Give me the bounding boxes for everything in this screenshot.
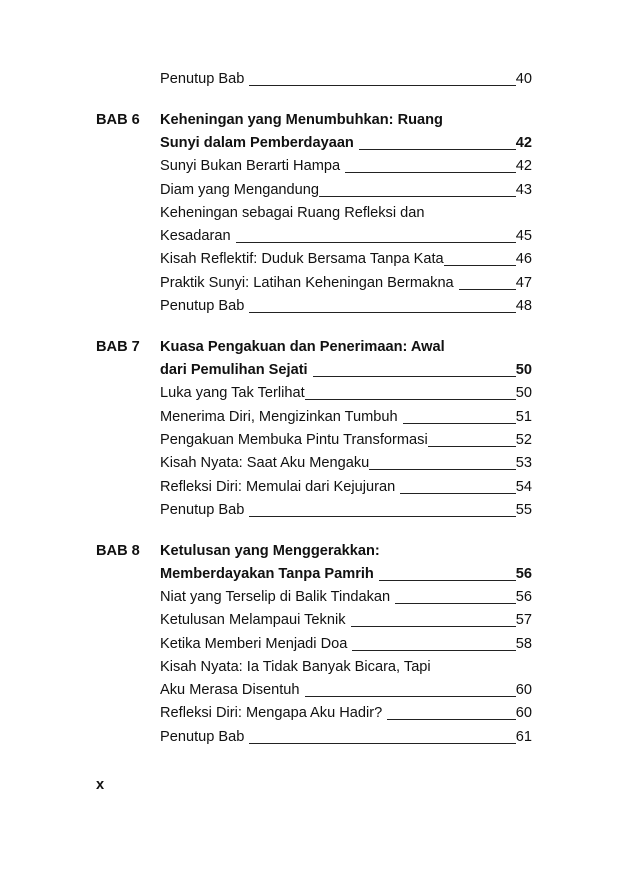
leader-line [359, 148, 516, 150]
toc-entry[interactable]: Niat yang Terselip di Balik Tindakan 56 [160, 589, 532, 605]
page-number: x [96, 777, 105, 793]
leader-line [249, 742, 515, 744]
leader-line [459, 288, 516, 290]
leader-line [319, 195, 516, 197]
toc-entry-line1[interactable]: Kisah Nyata: Ia Tidak Banyak Bicara, Tapi [160, 659, 431, 675]
toc-entry[interactable] [160, 68, 532, 91]
leader-line [403, 422, 516, 424]
leader-line [345, 171, 516, 173]
toc-entry[interactable]: Menerima Diri, Mengizinkan Tumbuh 51 [160, 409, 532, 425]
toc-entry[interactable]: Praktik Sunyi: Latihan Keheningan Bermakna 47 [160, 275, 532, 291]
toc-entry[interactable]: Penutup Bab 55 [160, 502, 532, 518]
chapter-label: BAB 8 [96, 543, 140, 559]
toc-entry[interactable]: Penutup Bab 48 [160, 298, 532, 314]
leader-line [249, 311, 515, 313]
toc-entry-line1[interactable]: Keheningan sebagai Ruang Refleksi dan [160, 205, 425, 221]
leader-line [387, 718, 516, 720]
entry-title: Sunyi dalam Pemberdayaan [160, 135, 354, 151]
leader-line [400, 492, 516, 494]
leader-line [313, 375, 516, 377]
leader-line [351, 625, 516, 627]
entry-page: 42 [515, 135, 532, 151]
toc-entry[interactable]: Refleksi Diri: Mengapa Aku Hadir? 60 [160, 705, 532, 721]
toc-entry[interactable]: Penutup Bab 61 [160, 729, 532, 745]
leader-line [305, 398, 516, 400]
toc-entry[interactable]: Kesadaran 45 [160, 228, 532, 244]
entry-title: Penutup Bab [160, 71, 245, 87]
leader-line [249, 84, 515, 86]
toc-entry[interactable]: Aku Merasa Disentuh 60 [160, 682, 532, 698]
toc-entry[interactable]: Ketulusan Melampaui Teknik 57 [160, 612, 532, 628]
leader-line [352, 649, 515, 651]
chapter-label: BAB 7 [96, 339, 140, 355]
toc-entry[interactable]: Refleksi Diri: Memulai dari Kejujuran 54 [160, 479, 532, 495]
toc-entry[interactable]: Sunyi Bukan Berarti Hampa 42 [160, 158, 532, 174]
chapter-label: BAB 6 [96, 112, 140, 128]
chapter-title[interactable]: dari Pemulihan Sejati 50 [160, 362, 532, 378]
leader-line [428, 445, 516, 447]
chapter-title[interactable]: Memberdayakan Tanpa Pamrih 56 [160, 566, 532, 582]
leader-line [395, 602, 516, 604]
leader-line [444, 264, 516, 266]
chapter-title[interactable] [160, 132, 532, 155]
entry-page: 40 [515, 71, 532, 87]
toc-entry[interactable]: Kisah Nyata: Saat Aku Mengaku 53 [160, 455, 532, 471]
chapter-title-line1[interactable]: Ketulusan yang Menggerakkan: [160, 543, 380, 559]
leader-line [236, 241, 516, 243]
leader-line [249, 515, 515, 517]
toc-entry[interactable]: Luka yang Tak Terlihat 50 [160, 385, 532, 401]
leader-line [305, 695, 516, 697]
chapter-title-line1[interactable]: Kuasa Pengakuan dan Penerimaan: Awal [160, 339, 445, 355]
leader-line [379, 579, 516, 581]
toc-entry[interactable]: Pengakuan Membuka Pintu Transformasi 52 [160, 432, 532, 448]
toc-entry[interactable]: Ketika Memberi Menjadi Doa 58 [160, 636, 532, 652]
toc-entry[interactable]: Kisah Reflektif: Duduk Bersama Tanpa Kata 46 [160, 251, 532, 267]
leader-line [369, 468, 515, 470]
toc-entry[interactable]: Diam yang Mengandung 43 [160, 182, 532, 198]
chapter-title-line1[interactable]: Keheningan yang Menumbuhkan: Ruang [160, 112, 443, 128]
